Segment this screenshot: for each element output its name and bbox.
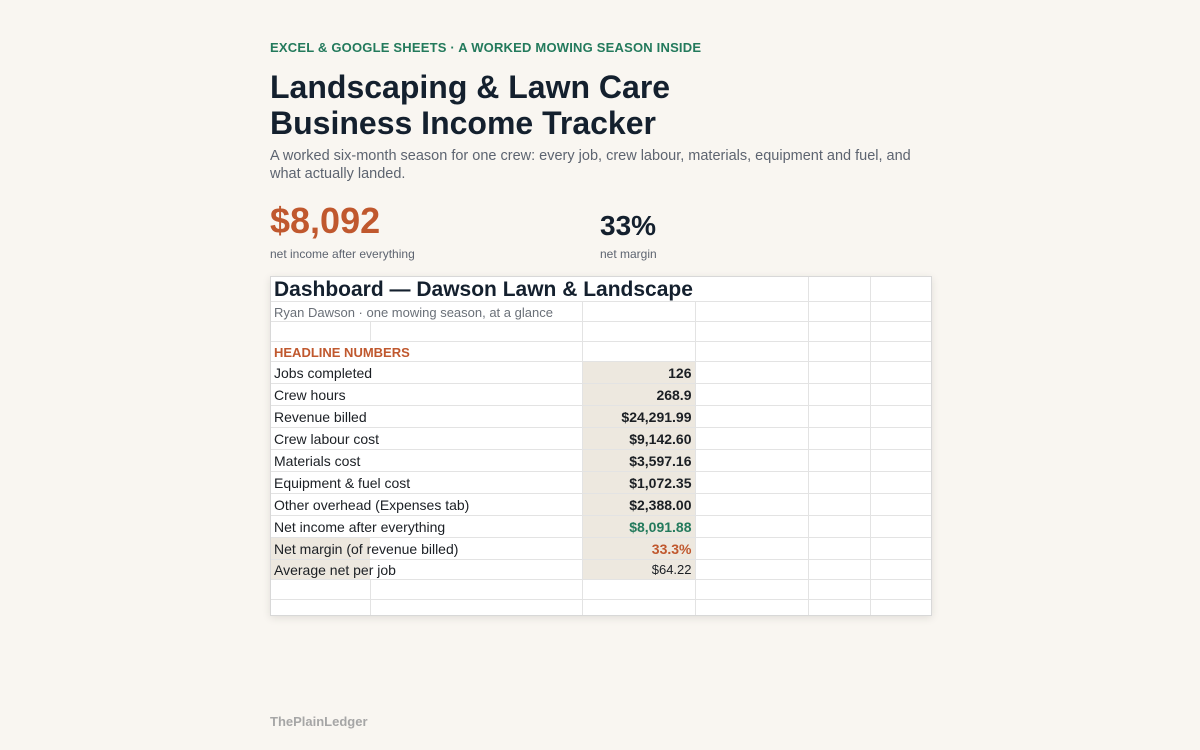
cell[interactable] bbox=[370, 406, 582, 428]
cell[interactable] bbox=[870, 600, 931, 617]
cell[interactable] bbox=[808, 450, 870, 472]
net-margin-stat-label: net margin bbox=[600, 247, 657, 261]
cell[interactable] bbox=[808, 494, 870, 516]
row-value[interactable]: $64.22 bbox=[582, 560, 695, 580]
cell[interactable] bbox=[370, 384, 582, 406]
cell[interactable] bbox=[808, 342, 870, 362]
sheet-row-subtitle bbox=[271, 302, 931, 322]
eyebrow-label: EXCEL & GOOGLE SHEETS · A WORKED MOWING SEASON INSIDE bbox=[270, 40, 702, 55]
cell[interactable] bbox=[582, 600, 695, 617]
row-label: Materials cost bbox=[274, 452, 361, 469]
spreadsheet-grid bbox=[271, 277, 931, 616]
row-label-cell[interactable] bbox=[271, 384, 370, 406]
table-row bbox=[271, 494, 931, 516]
cell[interactable] bbox=[695, 450, 808, 472]
row-label-cell[interactable] bbox=[271, 450, 370, 472]
table-row bbox=[271, 406, 931, 428]
row-label: Net margin (of revenue billed) bbox=[274, 540, 459, 557]
cell[interactable] bbox=[695, 560, 808, 580]
table-row bbox=[271, 538, 931, 560]
cell[interactable] bbox=[695, 406, 808, 428]
table-row bbox=[271, 516, 931, 538]
cell[interactable] bbox=[370, 362, 582, 384]
table-row bbox=[271, 560, 931, 580]
cell[interactable] bbox=[695, 516, 808, 538]
row-value[interactable]: $9,142.60 bbox=[582, 428, 695, 450]
row-label-cell[interactable] bbox=[271, 494, 470, 516]
cell[interactable] bbox=[582, 580, 695, 600]
cell[interactable] bbox=[870, 560, 931, 580]
cell[interactable] bbox=[870, 494, 931, 516]
title-line-1: Landscaping & Lawn Care bbox=[270, 69, 671, 105]
cell[interactable] bbox=[271, 600, 370, 617]
row-label: Net income after everything bbox=[274, 518, 446, 535]
cell[interactable] bbox=[870, 516, 931, 538]
cell[interactable] bbox=[582, 342, 695, 362]
cell[interactable] bbox=[870, 322, 931, 342]
cell[interactable] bbox=[370, 450, 582, 472]
cell[interactable] bbox=[695, 322, 808, 342]
cell[interactable] bbox=[808, 384, 870, 406]
cell[interactable] bbox=[870, 342, 931, 362]
row-label-cell[interactable] bbox=[271, 560, 396, 580]
row-value-net-margin[interactable]: 33.3% bbox=[582, 538, 695, 560]
cell[interactable] bbox=[695, 472, 808, 494]
cell[interactable] bbox=[695, 302, 808, 322]
cell[interactable] bbox=[870, 538, 931, 560]
cell[interactable] bbox=[808, 322, 870, 342]
cell[interactable] bbox=[370, 580, 582, 600]
cell[interactable] bbox=[808, 516, 870, 538]
cell[interactable] bbox=[808, 600, 870, 617]
cell[interactable] bbox=[695, 600, 808, 617]
cell[interactable] bbox=[695, 494, 808, 516]
sheet-row-title bbox=[271, 277, 931, 302]
cell[interactable] bbox=[271, 322, 370, 342]
cell[interactable] bbox=[808, 580, 870, 600]
cell[interactable] bbox=[870, 362, 931, 384]
cell[interactable] bbox=[582, 322, 695, 342]
table-row bbox=[271, 472, 931, 494]
row-label: Equipment & fuel cost bbox=[274, 474, 411, 491]
row-value[interactable]: $3,597.16 bbox=[582, 450, 695, 472]
sheet-title: Dashboard — Dawson Lawn & Landscape bbox=[274, 278, 693, 301]
row-value[interactable]: $24,291.99 bbox=[582, 406, 695, 428]
table-row bbox=[271, 384, 931, 406]
cell[interactable] bbox=[870, 472, 931, 494]
sheet-row-empty bbox=[271, 580, 931, 600]
table-row bbox=[271, 362, 931, 384]
cell[interactable] bbox=[870, 406, 931, 428]
table-row bbox=[271, 450, 931, 472]
sheet-title-cell[interactable] bbox=[271, 277, 693, 302]
row-label: Average net per job bbox=[274, 561, 396, 578]
cell[interactable] bbox=[271, 580, 370, 600]
cell[interactable] bbox=[695, 362, 808, 384]
cell[interactable] bbox=[695, 538, 808, 560]
net-margin-stat: 33% bbox=[600, 210, 657, 241]
net-income-stat: $8,092 bbox=[270, 200, 381, 241]
cell[interactable] bbox=[808, 362, 870, 384]
row-value[interactable]: 126 bbox=[582, 362, 695, 384]
cell[interactable] bbox=[695, 384, 808, 406]
row-label: Revenue billed bbox=[274, 408, 367, 425]
cell[interactable] bbox=[808, 406, 870, 428]
cell[interactable] bbox=[808, 428, 870, 450]
row-label: Jobs completed bbox=[274, 364, 373, 381]
cell[interactable] bbox=[370, 600, 582, 617]
brand-footer: ThePlainLedger bbox=[270, 714, 368, 729]
cell[interactable] bbox=[370, 322, 582, 342]
row-label-cell[interactable] bbox=[271, 362, 373, 384]
sheet-subtitle-cell[interactable] bbox=[271, 302, 553, 322]
cell[interactable] bbox=[870, 277, 931, 302]
row-value-net-income[interactable]: $8,091.88 bbox=[582, 516, 695, 538]
title-line-2: Business Income Tracker bbox=[270, 105, 656, 141]
cell[interactable] bbox=[870, 428, 931, 450]
section-header: HEADLINE NUMBERS bbox=[274, 344, 410, 360]
cell[interactable] bbox=[695, 580, 808, 600]
cell[interactable] bbox=[808, 560, 870, 580]
cell[interactable] bbox=[808, 472, 870, 494]
row-label: Other overhead (Expenses tab) bbox=[274, 496, 470, 513]
page-title bbox=[270, 69, 930, 141]
cell[interactable] bbox=[870, 450, 931, 472]
row-label-cell[interactable] bbox=[271, 472, 411, 494]
table-row bbox=[271, 428, 931, 450]
cell[interactable] bbox=[695, 428, 808, 450]
sheet-row-empty bbox=[271, 322, 931, 342]
cell[interactable] bbox=[870, 580, 931, 600]
cell[interactable] bbox=[370, 428, 582, 450]
row-label-cell[interactable] bbox=[271, 516, 446, 538]
sheet-row-empty bbox=[271, 600, 931, 617]
page-subtitle: A worked six-month season for one crew: every job, crew labour, materials, equipment and fuel, and what actually landed. bbox=[270, 148, 911, 182]
cell[interactable] bbox=[370, 560, 582, 580]
row-value[interactable]: $2,388.00 bbox=[582, 494, 695, 516]
cell[interactable] bbox=[808, 277, 870, 302]
row-label-cell[interactable] bbox=[271, 428, 380, 450]
row-value[interactable]: $1,072.35 bbox=[582, 472, 695, 494]
section-header-cell[interactable] bbox=[271, 342, 410, 362]
sheet-row-section bbox=[271, 342, 931, 362]
sheet-subtitle: Ryan Dawson · one mowing season, at a glance bbox=[274, 304, 553, 320]
cell[interactable] bbox=[695, 342, 808, 362]
cell[interactable] bbox=[808, 538, 870, 560]
row-value[interactable]: 268.9 bbox=[582, 384, 695, 406]
net-income-stat-label: net income after everything bbox=[270, 247, 415, 261]
row-label-cell[interactable] bbox=[271, 406, 370, 428]
cell[interactable] bbox=[870, 384, 931, 406]
spreadsheet-preview bbox=[270, 276, 932, 616]
cell[interactable] bbox=[808, 302, 870, 322]
row-label-cell[interactable] bbox=[271, 538, 459, 560]
row-label: Crew labour cost bbox=[274, 430, 380, 447]
cell[interactable] bbox=[582, 302, 695, 322]
cell[interactable] bbox=[695, 277, 808, 302]
cell[interactable] bbox=[870, 302, 931, 322]
row-label: Crew hours bbox=[274, 386, 346, 403]
